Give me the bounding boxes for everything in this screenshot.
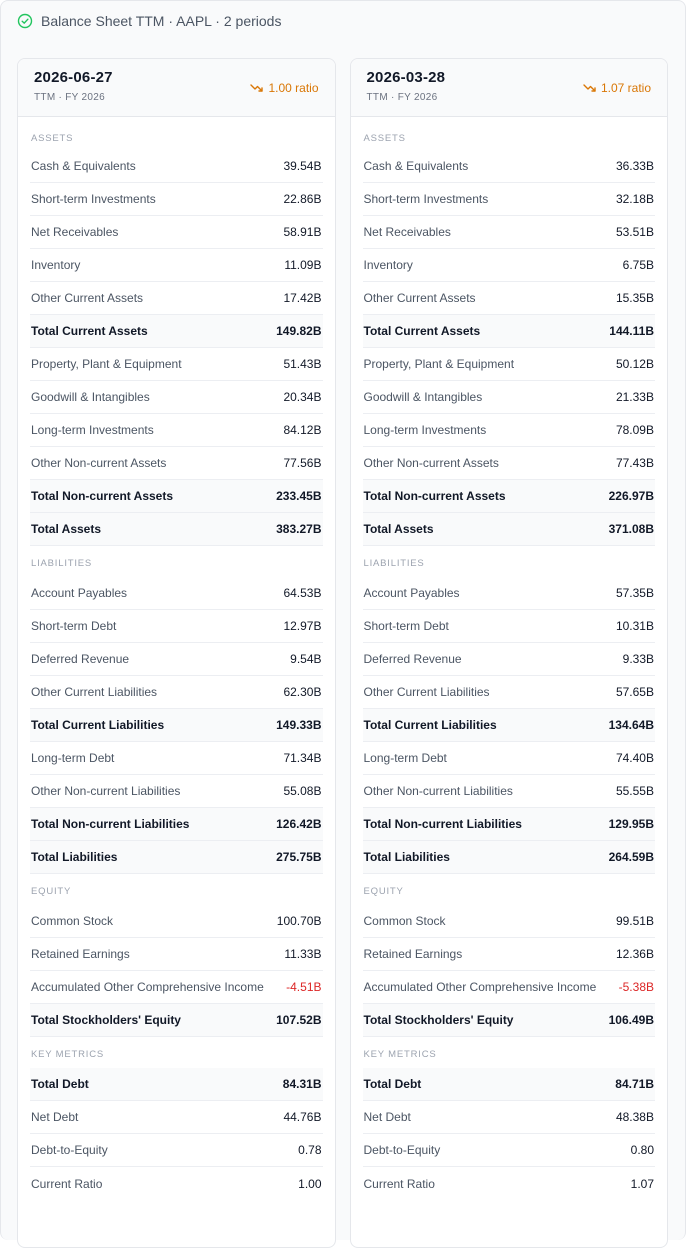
table-row [363,971,656,1004]
row-value: 0.78 [298,1143,322,1157]
table-row [363,709,656,742]
row-label: Account Payables [31,586,128,600]
row-value: 84.12B [283,423,322,437]
row-label: Cash & Equivalents [363,159,469,173]
table-row [30,183,323,216]
row-label: Total Liabilities [363,850,450,864]
row-label: Other Current Liabilities [31,685,158,699]
period-card-body [351,119,668,1200]
row-value: 51.43B [283,357,322,371]
period-info [367,69,446,103]
table-row [363,183,656,216]
row-value: 149.82B [276,324,322,338]
widget-title: Balance Sheet TTM · AAPL · 2 periods [41,13,282,29]
period-subtitle: TTM · FY 2026 [366,92,438,103]
row-value: 107.52B [276,1013,322,1027]
period-card-header [351,59,668,117]
row-label: Other Non-current Liabilities [31,784,181,798]
row-value: 50.12B [615,357,654,371]
table-row [363,216,656,249]
ratio-badge [250,81,318,95]
table-row [30,480,323,513]
table-row [363,282,656,315]
row-label: Deferred Revenue [363,652,462,666]
row-value: 134.64B [608,718,654,732]
table-row [30,742,323,775]
period-card [17,58,336,1248]
table-row [363,249,656,282]
row-label: Total Liabilities [31,850,118,864]
row-value: 17.42B [283,291,322,305]
table-row [363,905,656,938]
row-value: 129.95B [608,817,654,831]
row-label: Net Debt [363,1110,411,1124]
row-label: Total Non-current Liabilities [31,817,190,831]
row-value: 57.35B [615,586,654,600]
section-label: KEY METRICS [363,1049,437,1060]
row-value: 100.70B [276,914,322,928]
period-columns [17,58,668,1248]
table-row [30,1101,323,1134]
row-label: Other Non-current Assets [363,456,499,470]
row-value: 264.59B [608,850,654,864]
row-value: 44.76B [283,1110,322,1124]
row-label: Common Stock [31,914,114,928]
row-label: Deferred Revenue [31,652,130,666]
row-value: 39.54B [283,159,322,173]
row-value: 1.07 [630,1176,654,1191]
row-label: Inventory [31,258,81,272]
table-row [30,676,323,709]
table-row [363,938,656,971]
table-row [30,808,323,841]
period-date: 2026-06-27 [34,69,113,86]
row-label: Total Current Liabilities [31,718,165,732]
row-label: Total Debt [31,1077,89,1091]
row-value: 12.36B [615,947,654,961]
row-value: 226.97B [608,489,654,503]
table-row [30,1167,323,1200]
row-value: 55.55B [615,784,654,798]
row-label: Other Non-current Liabilities [363,784,513,798]
row-label: Total Assets [363,522,434,536]
section-label: LIABILITIES [31,558,93,569]
ratio-value: 1.07 ratio [600,81,651,95]
table-row [30,643,323,676]
row-value: 64.53B [283,586,322,600]
row-value: 0.80 [630,1143,654,1157]
period-date: 2026-03-28 [366,69,446,86]
trend-down-icon [250,83,264,93]
row-value: 84.71B [615,1077,654,1091]
section-label: ASSETS [31,133,74,144]
table-row [363,1068,656,1101]
table-row [30,1068,323,1101]
table-row [30,971,323,1004]
table-row [363,775,656,808]
row-label: Short-term Debt [31,619,117,633]
row-label: Cash & Equivalents [31,159,136,173]
table-row [30,1004,323,1037]
table-row [363,808,656,841]
row-value: 36.33B [615,159,654,173]
row-label: Net Debt [31,1110,79,1124]
row-value: 9.33B [622,652,654,666]
row-value: 32.18B [615,192,654,206]
row-value: 106.49B [608,1013,654,1027]
table-row [363,643,656,676]
section-label: ASSETS [363,133,406,144]
period-card [350,58,669,1248]
row-label: Short-term Investments [31,192,156,206]
row-label: Total Stockholders' Equity [363,1013,514,1027]
row-label: Goodwill & Intangibles [31,390,150,404]
row-label: Long-term Debt [363,751,447,765]
table-row [30,938,323,971]
table-row [30,447,323,480]
row-label: Common Stock [363,914,446,928]
row-label: Other Current Assets [31,291,144,305]
row-value: -5.38B [618,980,654,994]
table-row [363,414,656,447]
period-subtitle: TTM · FY 2026 [34,92,105,103]
table-row [30,513,323,546]
table-row [363,513,656,546]
period-info [34,69,113,103]
section-label: LIABILITIES [363,558,425,569]
row-label: Retained Earnings [363,947,463,961]
row-value: 371.08B [608,522,654,536]
trend-down-icon [583,83,597,93]
row-value: 275.75B [276,850,322,864]
row-value: 48.38B [615,1110,654,1124]
row-label: Net Receivables [363,225,451,239]
row-label: Current Ratio [31,1176,103,1191]
row-label: Long-term Investments [363,423,487,437]
row-value: 12.97B [283,619,322,633]
row-label: Total Current Liabilities [363,718,497,732]
table-row [363,1004,656,1037]
row-label: Net Receivables [31,225,119,239]
row-value: 77.56B [283,456,322,470]
table-row [30,381,323,414]
row-value: 126.42B [276,817,322,831]
row-label: Other Non-current Assets [31,456,167,470]
row-label: Other Current Assets [363,291,476,305]
table-row [30,315,323,348]
table-row [363,315,656,348]
table-row [363,1101,656,1134]
table-row [30,414,323,447]
row-label: Accumulated Other Comprehensive Income [363,980,597,994]
period-card-body [18,119,335,1200]
table-row [363,381,656,414]
table-row [363,348,656,381]
table-row [30,249,323,282]
row-label: Total Current Assets [363,324,481,338]
row-label: Current Ratio [363,1176,435,1191]
table-row [363,150,656,183]
table-row [30,709,323,742]
row-value: 15.35B [615,291,654,305]
row-label: Accumulated Other Comprehensive Income [31,980,264,994]
row-value: 84.31B [282,1077,322,1091]
ratio-value: 1.00 ratio [268,81,319,95]
row-value: 78.09B [615,423,654,437]
row-value: 74.40B [615,751,654,765]
row-label: Account Payables [363,586,460,600]
table-row [363,676,656,709]
table-row [30,775,323,808]
row-label: Debt-to-Equity [31,1143,108,1157]
table-row [30,841,323,874]
row-label: Long-term Debt [31,751,115,765]
row-value: 53.51B [615,225,654,239]
row-value: -4.51B [286,980,322,994]
row-value: 11.33B [284,947,322,961]
row-label: Long-term Investments [31,423,154,437]
row-label: Total Non-current Liabilities [363,817,522,831]
row-value: 144.11B [609,324,654,338]
table-row [30,610,323,643]
table-row [363,1134,656,1167]
table-row [30,1134,323,1167]
row-label: Property, Plant & Equipment [363,357,515,371]
row-value: 77.43B [615,456,654,470]
table-row [30,577,323,610]
row-value: 62.30B [283,685,322,699]
row-value: 1.00 [298,1176,322,1191]
check-circle-icon [17,13,33,29]
row-value: 71.34B [283,751,322,765]
row-label: Goodwill & Intangibles [363,390,483,404]
section-label: EQUITY [363,886,404,897]
widget-header [1,1,685,41]
row-value: 99.51B [615,914,654,928]
table-row [363,841,656,874]
ratio-badge [583,81,651,95]
row-value: 22.86B [283,192,322,206]
row-value: 9.54B [290,652,322,666]
row-label: Total Current Assets [31,324,148,338]
row-value: 57.65B [615,685,654,699]
row-label: Total Non-current Assets [363,489,506,503]
row-value: 383.27B [276,522,322,536]
table-row [363,480,656,513]
table-row [363,447,656,480]
row-value: 10.31B [615,619,654,633]
row-value: 6.75B [622,258,654,272]
row-value: 55.08B [283,784,322,798]
table-row [363,610,656,643]
row-label: Total Assets [31,522,102,536]
row-label: Short-term Investments [363,192,489,206]
row-label: Inventory [363,258,413,272]
row-label: Other Current Liabilities [363,685,490,699]
row-value: 20.34B [283,390,322,404]
table-row [363,1167,656,1200]
row-label: Short-term Debt [363,619,449,633]
row-label: Total Non-current Assets [31,489,174,503]
section-label: EQUITY [31,886,72,897]
row-value: 58.91B [283,225,322,239]
row-label: Debt-to-Equity [363,1143,441,1157]
row-label: Retained Earnings [31,947,130,961]
row-label: Total Debt [363,1077,422,1091]
row-value: 233.45B [276,489,322,503]
table-row [30,348,323,381]
table-row [30,150,323,183]
table-row [30,905,323,938]
table-row [30,282,323,315]
row-label: Total Stockholders' Equity [31,1013,181,1027]
row-label: Property, Plant & Equipment [31,357,182,371]
section-label: KEY METRICS [31,1049,105,1060]
row-value: 149.33B [276,718,322,732]
row-value: 11.09B [284,258,322,272]
period-card-header [18,59,335,117]
table-row [363,577,656,610]
table-row [30,216,323,249]
row-value: 21.33B [615,390,654,404]
table-row [363,742,656,775]
